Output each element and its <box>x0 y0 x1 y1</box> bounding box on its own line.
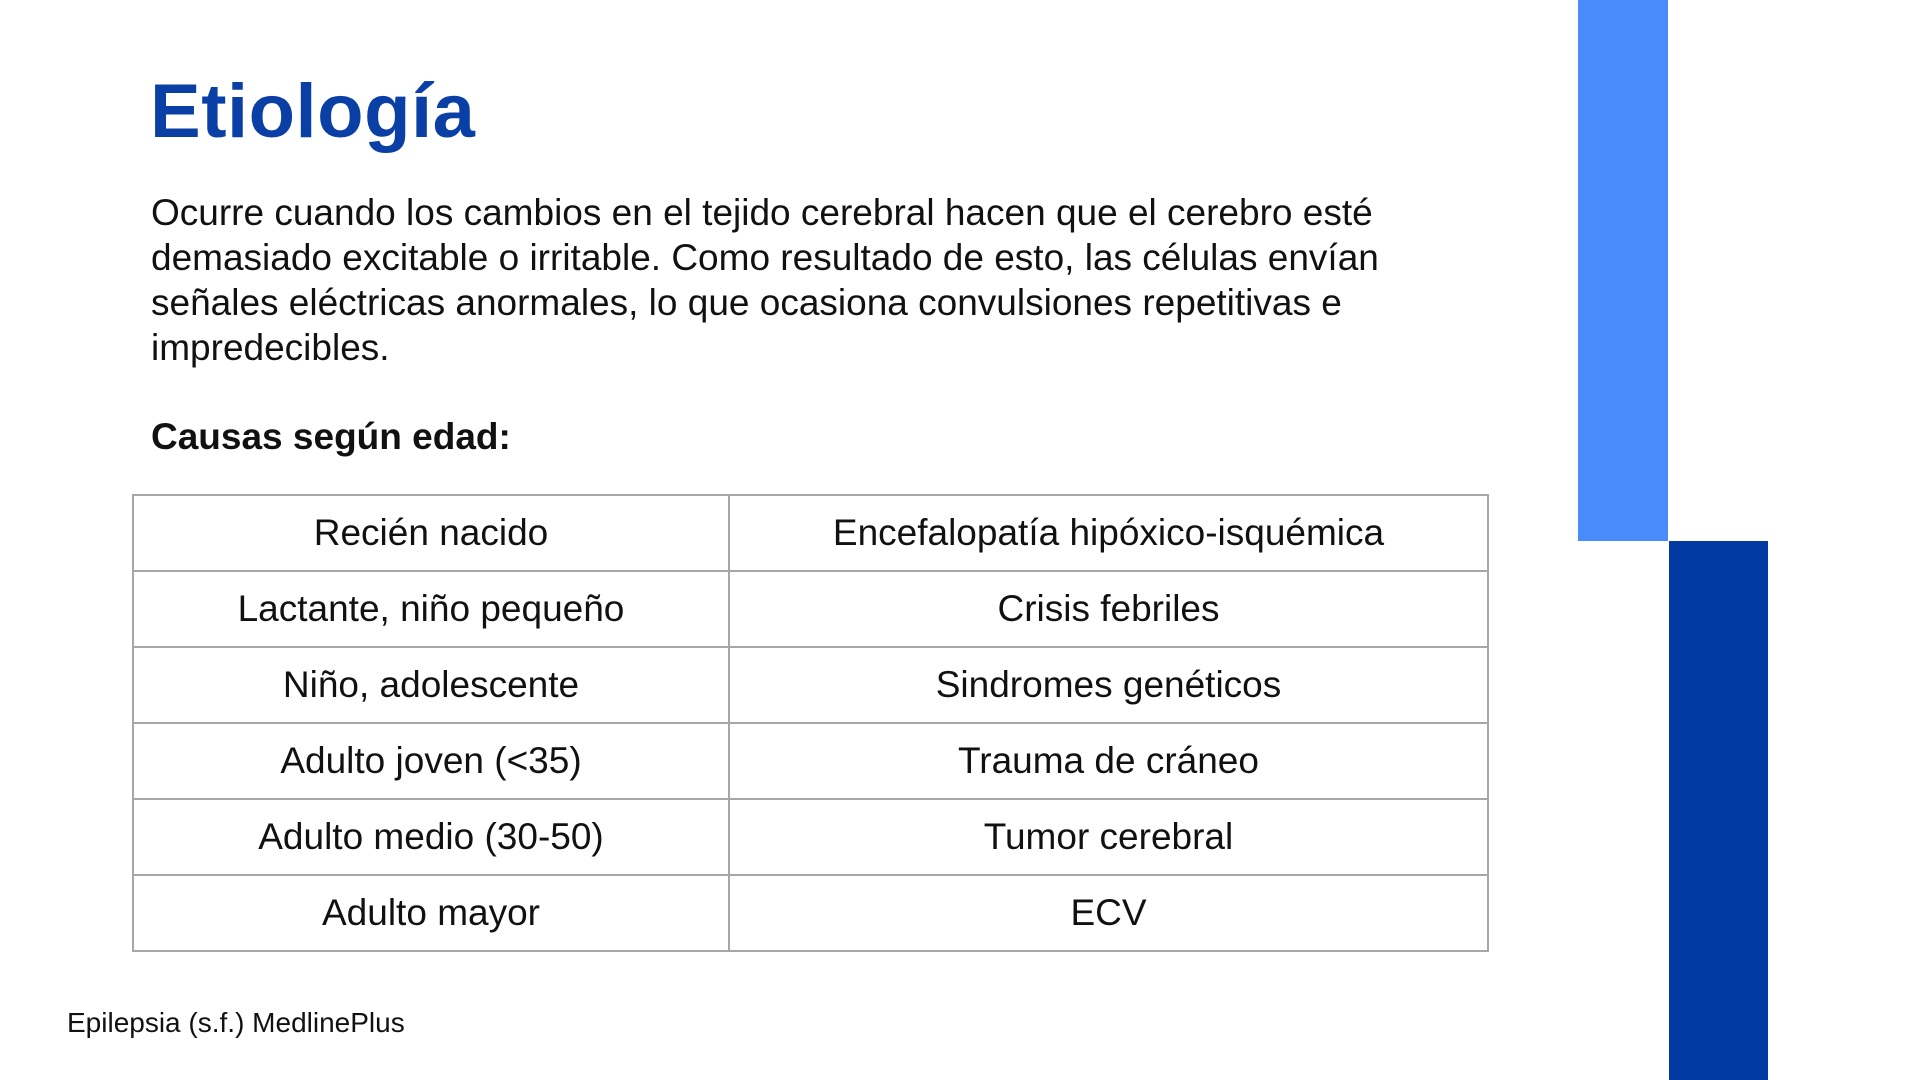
table-row <box>133 571 1488 647</box>
table-row <box>133 723 1488 799</box>
age-cell: Lactante, niño pequeño <box>133 571 729 647</box>
slide-title: Etiología <box>150 69 476 154</box>
age-cell: Recién nacido <box>133 495 729 571</box>
age-cell: Adulto joven (<35) <box>133 723 729 799</box>
cause-cell: Trauma de cráneo <box>729 723 1488 799</box>
causes-subheading: Causas según edad: <box>151 416 511 457</box>
source-citation: Epilepsia (s.f.) MedlinePlus <box>67 1007 405 1038</box>
cause-cell: Sindromes genéticos <box>729 647 1488 723</box>
cause-cell: Tumor cerebral <box>729 799 1488 875</box>
table-row <box>133 647 1488 723</box>
table-row <box>133 875 1488 951</box>
age-cell: Adulto medio (30-50) <box>133 799 729 875</box>
description-paragraph: Ocurre cuando los cambios en el tejido cerebral hacen que el cerebro esté demasiado excitable o irritable. Como resultado de esto, las células envían señales eléctricas anormales, lo que ocasiona convulsiones repetitivas e impredecibles. <box>151 192 1379 368</box>
cause-cell: ECV <box>729 875 1488 951</box>
decorative-bar-dark-blue <box>1669 541 1768 1080</box>
age-cell: Niño, adolescente <box>133 647 729 723</box>
causes-by-age-table <box>132 494 1489 952</box>
cause-cell: Crisis febriles <box>729 571 1488 647</box>
table-row <box>133 495 1488 571</box>
cause-cell: Encefalopatía hipóxico-isquémica <box>729 495 1488 571</box>
table-row <box>133 799 1488 875</box>
age-cell: Adulto mayor <box>133 875 729 951</box>
decorative-bar-light-blue <box>1578 0 1668 541</box>
